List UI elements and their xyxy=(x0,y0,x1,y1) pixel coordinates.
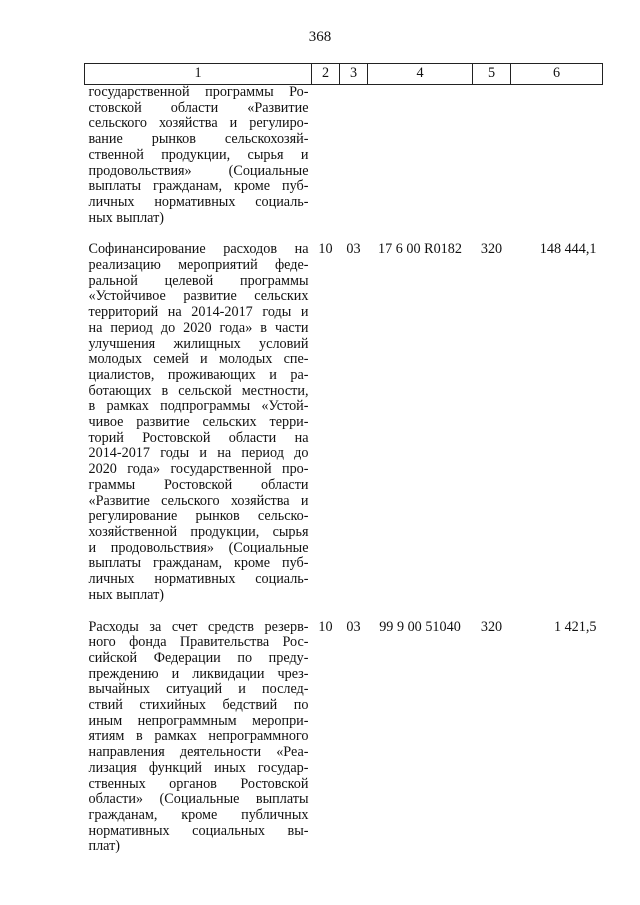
row-subsection-code: 03 xyxy=(346,241,361,258)
description-line: Софинансирование расходов на xyxy=(88,241,309,258)
spacer-cell xyxy=(511,604,603,620)
spacer-cell xyxy=(368,604,473,620)
row-target-article xyxy=(368,85,473,227)
table-row xyxy=(85,242,603,603)
description-line: «Устойчивое развитие сельских xyxy=(88,288,309,305)
header-col-3: 3 xyxy=(340,64,368,85)
description-line: ятиям в рамках непрограммного xyxy=(88,728,309,745)
spacer-cell xyxy=(340,226,368,242)
budget-table xyxy=(84,63,603,855)
row-expense-type: 320 xyxy=(480,618,503,635)
row-description xyxy=(85,620,312,856)
description-line: 2020 года» государственной про- xyxy=(88,461,309,478)
description-line: выплаты гражданам, кроме пуб- xyxy=(88,555,309,572)
spacer-cell xyxy=(511,226,603,242)
description-line: 2014-2017 годы и на период до xyxy=(88,445,309,462)
description-line: вание рынков сельскохозяй- xyxy=(88,131,309,148)
description-line: сийской Федерации по преду- xyxy=(88,649,309,666)
row-amount: 148 444,1 xyxy=(539,241,597,258)
description-line: нормативных социальных вы- xyxy=(88,822,309,839)
spacer-cell xyxy=(473,226,511,242)
description-line: преждению и ликвидации чрез- xyxy=(88,665,309,682)
row-target-article: 17 6 00 R0182 xyxy=(378,241,462,258)
description-line: циалистов, проживающих и ра- xyxy=(88,366,309,383)
spacer-cell xyxy=(85,226,312,242)
row-spacer xyxy=(85,226,603,242)
description-line: направления деятельности «Реа- xyxy=(88,744,309,761)
description-line: ных выплат) xyxy=(88,586,165,603)
description-line: стовской области «Развитие xyxy=(88,99,309,116)
description-line: лизация функций иных государ- xyxy=(88,759,309,776)
description-line: «Развитие сельского хозяйства и xyxy=(88,492,309,509)
spacer-cell xyxy=(85,604,312,620)
description-line: и продовольствия» (Социальные xyxy=(88,539,309,556)
header-col-6: 6 xyxy=(511,64,603,85)
header-col-5: 5 xyxy=(473,64,511,85)
description-line: граммы Ростовской области xyxy=(88,476,309,493)
row-expense-type: 320 xyxy=(480,241,503,258)
description-line: сельского хозяйства и регулиро- xyxy=(88,115,309,132)
description-line: ральной целевой программы xyxy=(88,272,309,289)
description-line: ных выплат) xyxy=(88,209,165,226)
header-col-4: 4 xyxy=(368,64,473,85)
description-line: территорий на 2014-2017 годы и xyxy=(88,304,309,321)
header-col-2: 2 xyxy=(312,64,340,85)
description-line: продовольствия» (Социальные xyxy=(88,162,309,179)
description-line: плат) xyxy=(88,838,121,855)
description-line: регулирование рынков сельско- xyxy=(88,508,309,525)
description-line: ственной продукции, сырья и xyxy=(88,146,309,163)
description-line: чивое развитие сельских терри- xyxy=(88,414,309,431)
description-line: вычайных ситуаций и послед- xyxy=(88,681,309,698)
row-subsection-code xyxy=(340,85,368,227)
description-line: торий Ростовской области на xyxy=(88,429,309,446)
row-subsection-code: 03 xyxy=(346,618,361,635)
description-line: государственной программы Ро- xyxy=(88,84,309,100)
spacer-cell xyxy=(312,604,340,620)
row-description xyxy=(85,242,312,603)
description-line: Расходы за счет средств резерв- xyxy=(88,618,309,635)
description-line: на период до 2020 года» в части xyxy=(88,319,309,336)
spacer-cell xyxy=(312,226,340,242)
description-line: личных нормативных социаль- xyxy=(88,193,309,210)
description-line: в рамках подпрограммы «Устой- xyxy=(88,398,309,415)
spacer-cell xyxy=(473,604,511,620)
description-line: области» (Социальные выплаты xyxy=(88,791,309,808)
description-line: ботающих в сельской местности, xyxy=(88,382,309,399)
table-row xyxy=(85,85,603,227)
row-target-article: 99 9 00 51040 xyxy=(379,618,461,635)
row-amount xyxy=(511,85,603,227)
description-line: молодых семей и молодых спе- xyxy=(88,351,309,368)
description-line: ствий стихийных бедствий по xyxy=(88,697,309,714)
header-row xyxy=(85,64,603,85)
table-row xyxy=(85,620,603,856)
row-description xyxy=(85,85,312,227)
row-amount: 1 421,5 xyxy=(553,618,597,635)
description-line: ственных органов Ростовской xyxy=(88,775,309,792)
row-spacer xyxy=(85,604,603,620)
row-section-code: 10 xyxy=(318,618,333,635)
row-section-code xyxy=(312,85,340,227)
description-line: реализацию мероприятий феде- xyxy=(88,257,309,274)
spacer-cell xyxy=(368,226,473,242)
header-col-1: 1 xyxy=(85,64,312,85)
row-expense-type xyxy=(473,85,511,227)
spacer-cell xyxy=(340,604,368,620)
row-section-code: 10 xyxy=(318,241,333,258)
description-line: ного фонда Правительства Рос- xyxy=(88,634,309,651)
description-line: выплаты гражданам, кроме пуб- xyxy=(88,178,309,195)
description-line: гражданам, кроме публичных xyxy=(88,806,309,823)
description-line: хозяйственной продукции, сырья xyxy=(88,523,309,540)
description-line: личных нормативных социаль- xyxy=(88,571,309,588)
description-line: улучшения жилищных условий xyxy=(88,335,309,352)
description-line: иным непрограммным меропри- xyxy=(88,712,309,729)
page-number: 368 xyxy=(308,29,332,45)
